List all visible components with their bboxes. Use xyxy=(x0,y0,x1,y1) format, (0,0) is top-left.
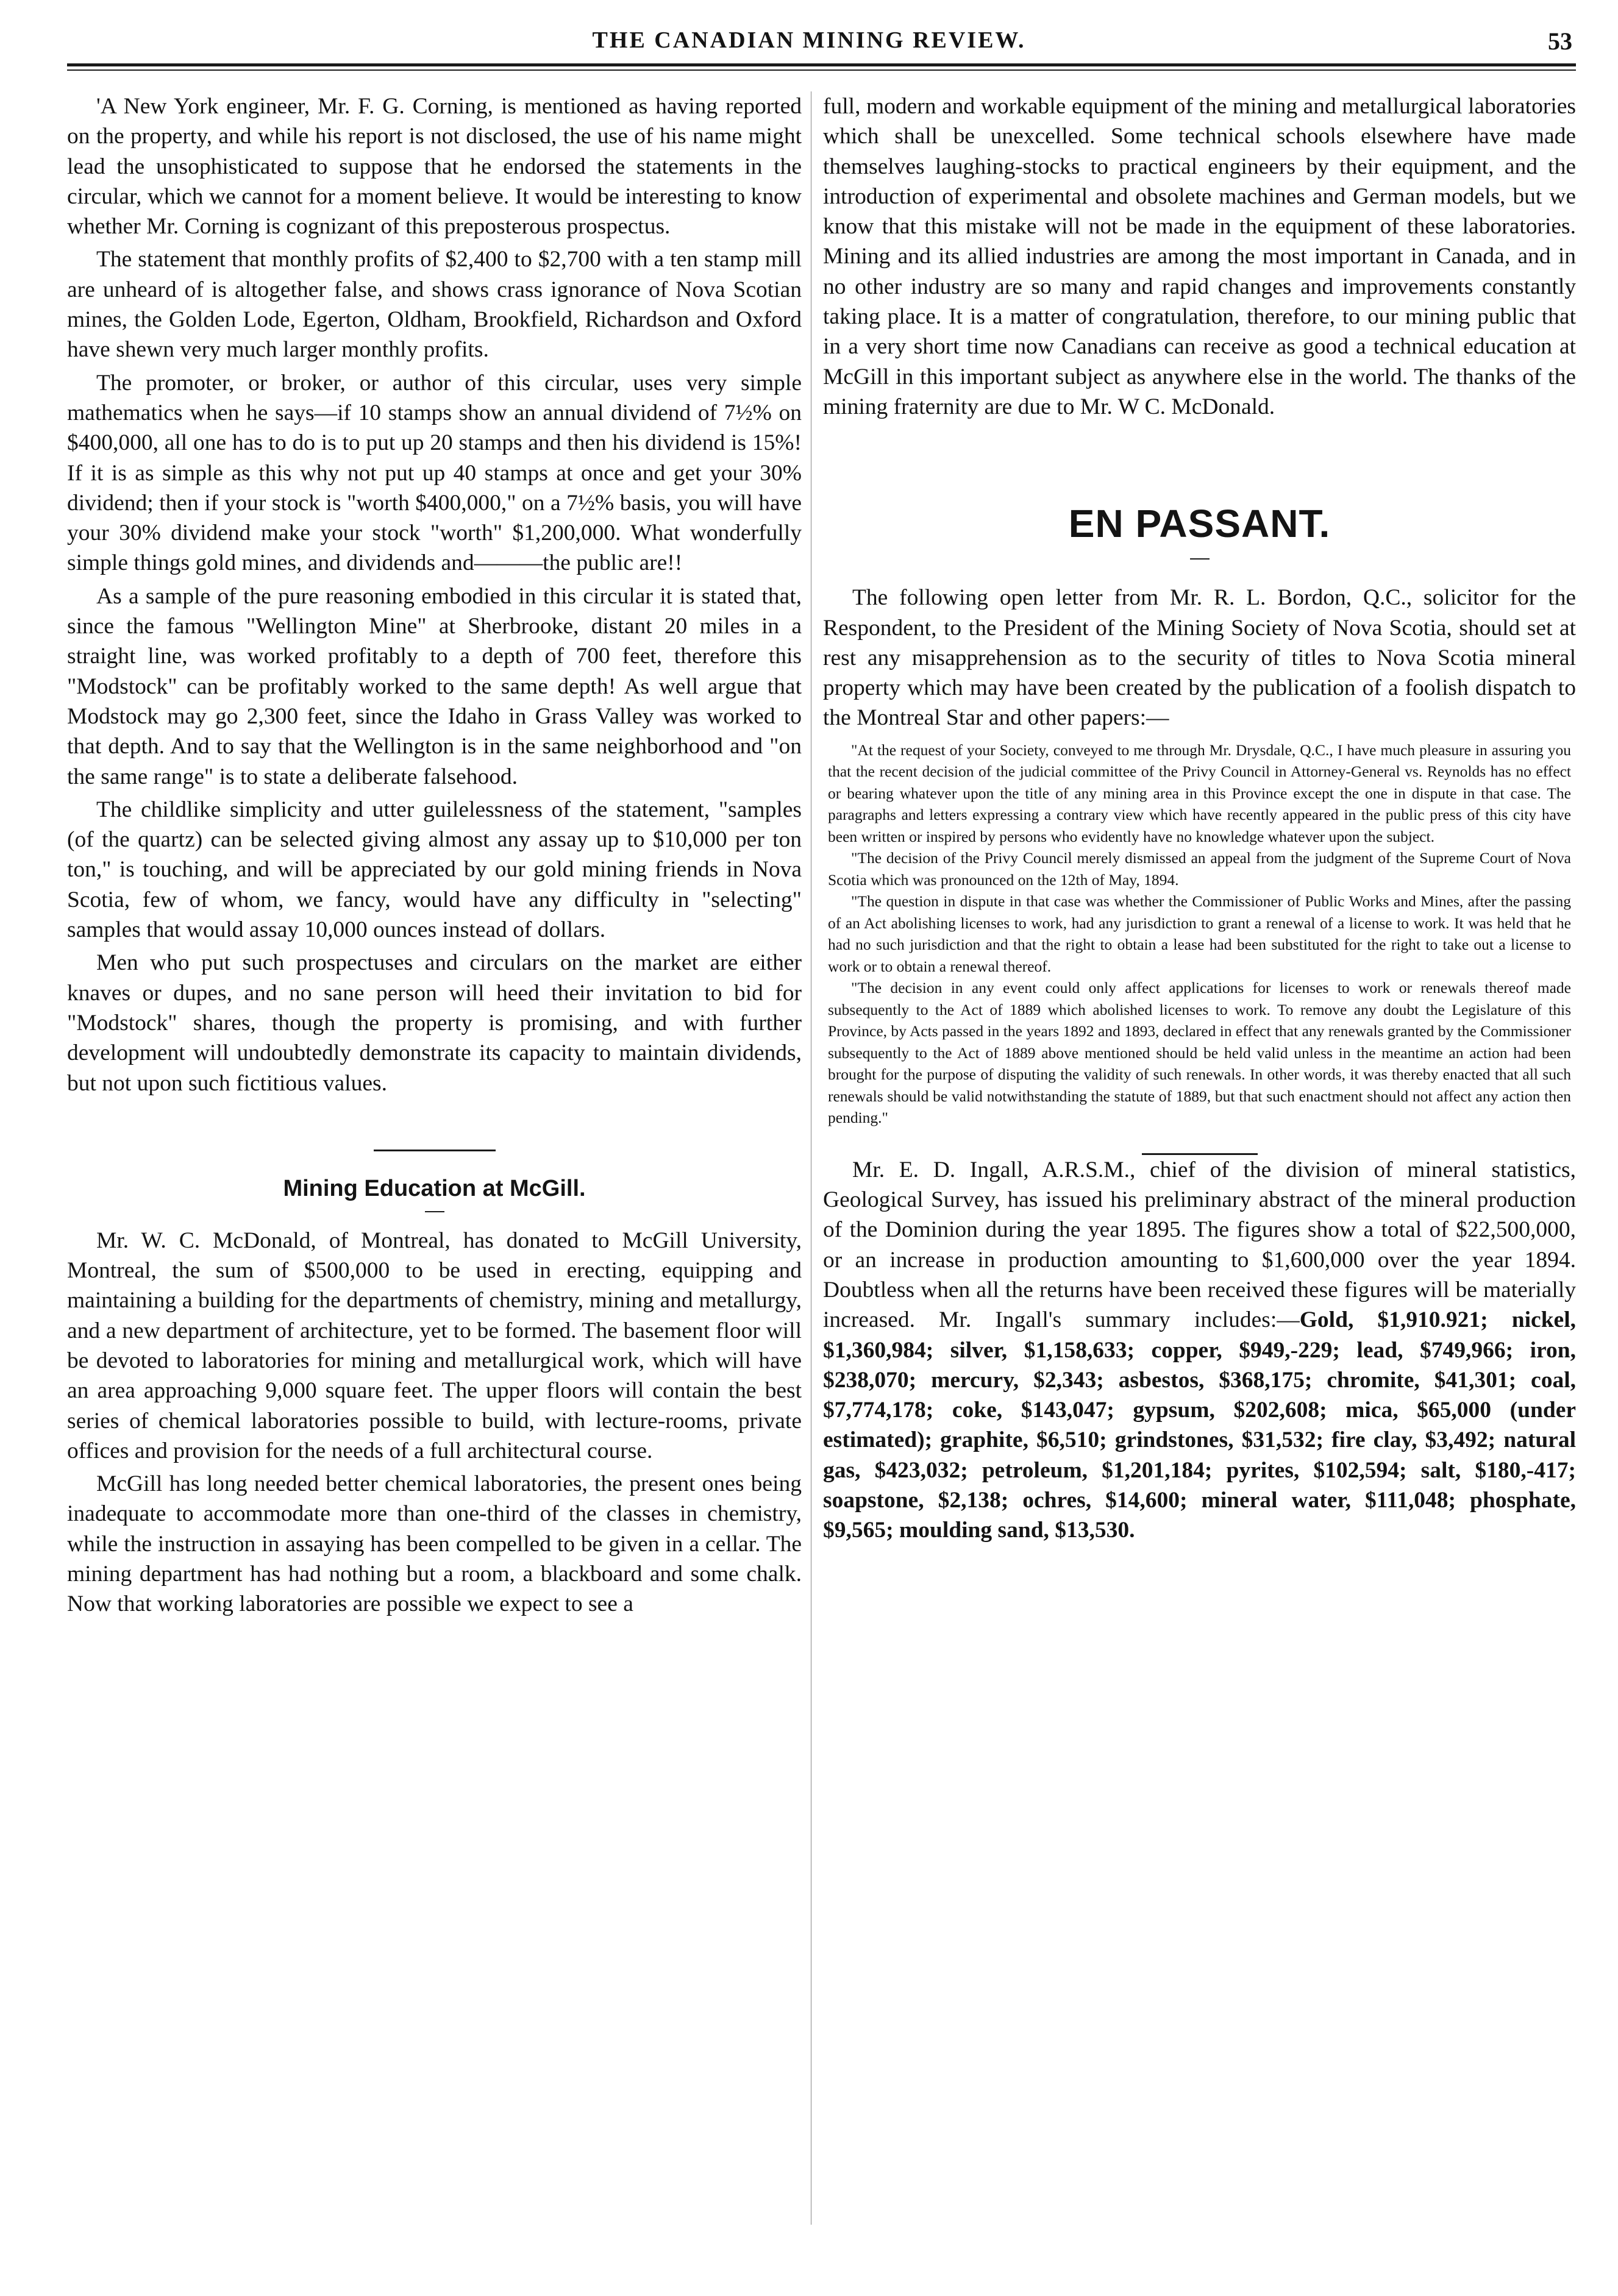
quoted-letter xyxy=(828,739,1571,1129)
quote-paragraph: "At the request of your Society, conveyed to me through Mr. Drysdale, Q.C., I have much pleasure in assuring you that the recent decision of the judicial committee of the Privy Council in Attorney-General vs. Reynolds has no effect or bearing whatever upon the title of any mining area in this Province except the one in dispute in that case. The paragraphs and letters expressing a contrary view which have recently appeared in the public press of this city have been written or inspired by persons who evidently have no knowledge whatever upon the subject. xyxy=(828,741,1571,845)
heading-dash xyxy=(1190,558,1210,560)
paragraph: Men who put such prospectuses and circulars on the market are either knaves or dupes, and no sane person will heed their invitation to bid for "Modstock" shares, though the property is promising, and with further development will undoubtedly demonstrate its capacity to maintain dividends, but not upon such fictitious values. xyxy=(67,950,802,1096)
quote-paragraph: "The decision of the Privy Council merely dismissed an appeal from the judgment of the Supreme Court of Nova Scotia which was pronounced on the 12th of May, 1894. xyxy=(828,849,1571,889)
paragraph: The childlike simplicity and utter guilelessness of the statement, "samples (of the quartz) can be selected giving almost any assay up to $10,000 per ton ton," is touching, and will be appreciated by our gold mining friends in Nova Scotia, few of whom, we fancy, would have any difficulty in "selecting" samples that would assay 10,000 ounces instead of dollars. xyxy=(67,797,802,943)
left-column xyxy=(67,91,802,1619)
mineral-production-list: Gold, $1,910.921; nickel, $1,360,984; silver, $1,158,633; copper, $949,-229; lead, $749,966; iron, $238,070; mercury, $2,343; asbestos, $368,175; chromite, $41,301; coal, $7,774,178; coke, $143,047; gypsum, $202,608; mica, $65,000 (under estimated); graphite, $6,510; grindstones, $31,532; fire clay, $3,492; natural gas, $423,032; petroleum, $1,201,184; pyrites, $102,594; salt, $180,-417; soapstone, $2,138; ochres, $14,600; mineral water, $111,048; phosphate, $9,565; moulding sand, $13,530. xyxy=(823,1307,1576,1543)
section-divider xyxy=(374,1150,496,1151)
heading-dash xyxy=(425,1211,444,1212)
paragraph: The statement that monthly profits of $2,400 to $2,700 with a ten stamp mill are unheard of is altogether false, and shows crass ignorance of Nova Scotian mines, the Golden Lode, Egerton, Oldham, Brookfield, Richardson and Oxford have shewn very much larger monthly profits. xyxy=(67,247,802,363)
journal-title: THE CANADIAN MINING REVIEW. xyxy=(592,27,1026,53)
page-number: 53 xyxy=(1548,27,1572,55)
header-rule-thin xyxy=(67,69,1576,71)
paragraph: 'A New York engineer, Mr. F. G. Corning, is mentioned as having reported on the property, and while his report is not disclosed, the use of his name might lead the unsophisticated to suppose that he endorsed the statements in the circular, which we cannot for a moment believe. It would be interesting to know whether Mr. Corning is cognizant of this preposterous prospectus. xyxy=(67,94,802,240)
paragraph-ingall xyxy=(823,1155,1576,1546)
quote-paragraph: "The question in dispute in that case was whether the Commissioner of Public Works and Mines, after the passing of an Act abolishing licenses to work, had any jurisdiction to grant a renewal of a license to work. It was held that he had no such jurisdiction and that the right to obtain a lease had been substituted for the right to take out a license to work or to obtain a renewal thereof. xyxy=(828,892,1571,975)
ingall-lead: Mr. E. D. Ingall, A.R.S.M., chief of the division of mineral statistics, Geological Survey, has issued his preliminary abstract of the mineral production of the Dominion during the year 1895. The figures show a total of $22,500,000, or an increase in production amounting to $1,600,000 over the year 1894. Doubtless when all the returns have been received these figures will be materially increased. Mr. Ingall's summary includes:— xyxy=(823,1157,1576,1333)
page-header xyxy=(0,0,1618,73)
header-rule-thick xyxy=(67,63,1576,66)
section-heading-mcgill: Mining Education at McGill. xyxy=(283,1175,586,1201)
section-heading-en-passant: EN PASSANT. xyxy=(1068,502,1331,546)
paragraph: The promoter, or broker, or author of this circular, uses very simple mathematics when he says—if 10 stamps show an annual dividend of 7½% on $400,000, all one has to do is to put up 20 stamps and then his dividend is 15%! If it is as simple as this why not put up 40 stamps at once and get your 30% dividend; then if your stock is "worth $400,000," on a 7½% basis, you will have your 30% dividend make your stock "worth" $1,200,000. What wonderfully simple things gold mines, and dividends and———the public are!! xyxy=(67,370,802,576)
paragraph: Mr. W. C. McDonald, of Montreal, has donated to McGill University, Montreal, the sum of $500,000 to be used in erecting, equipping and maintaining a building for the departments of chemistry, mining and metallurgy, and a new department of architecture, yet to be formed. The basement floor will be devoted to laboratories for mining and metallurgical work, which will have an area approaching 9,000 square feet. The upper floors will contain the best series of chemical laboratories possible to build, with lecture-rooms, private offices and provision for the needs of a full architectural course. xyxy=(67,1228,802,1463)
quote-paragraph: "The decision in any event could only affect applications for licenses to work or renewals thereof made subsequently to the Act of 1889 which abolished licenses to work. To remove any doubt the Legislature of this Province, by Acts passed in the years 1892 and 1893, declared in effect that any renewals granted by the Commissioner subsequently to the Act of 1889 above mentioned should be held valid unless in the meantime an action had been brought for the purpose of disputing the validity of such renewals. In other words, it was thereby enacted that all such renewals should be valid notwithstanding the statute of 1889, but that such enactment should not affect any action then pending." xyxy=(828,979,1571,1127)
paragraph: McGill has long needed better chemical laboratories, the present ones being inadequate to accommodate more than one-third of the classes in chemistry, while the instruction in assaying has been compelled to be given in a cellar. The mining department has had nothing but a room, a blackboard and some chalk. Now that working laboratories are possible we expect to see a xyxy=(67,1471,802,1617)
paragraph-continuation: full, modern and workable equipment of the mining and metallurgical laboratories which shall be unexcelled. Some technical schools elsewhere have made themselves laughing-stocks to practical engineers by their equipment, and the introduction of experimental and obsolete machines and German models, but we know that this mistake will not be made in the equipment of these laboratories. Mining and its allied industries are among the most important in Canada, and in no other industry are so many and rapid changes and improvements constantly taking place. It is a matter of congratulation, therefore, to our mining public that in a very short time now Canadians can receive as good a technical education at McGill in this important subject as anywhere else in the world. The thanks of the mining fraternity are due to Mr. W C. McDonald. xyxy=(823,94,1576,419)
paragraph-intro: The following open letter from Mr. R. L. Bordon, Q.C., solicitor for the Respondent, to the President of the Mining Society of Nova Scotia, should set at rest any misapprehension as to the security of titles to Nova Scotia mineral property which may have been created by the publication of a foolish dispatch to the Montreal Star and other papers:— xyxy=(823,585,1576,731)
paragraph: As a sample of the pure reasoning embodied in this circular it is stated that, since the famous "Wellington Mine" at Sherbrooke, distant 20 miles in a straight line, was worked profitably to a depth of 700 feet, therefore this "Modstock" can be profitably worked to the same depth! As well argue that Modstock may go 2,300 feet, since the Idaho in Grass Valley was worked to that depth. And to say that the Wellington is in the same neighborhood and "on the same range" is to state a deliberate falsehood. xyxy=(67,583,802,789)
right-column xyxy=(823,91,1576,1546)
